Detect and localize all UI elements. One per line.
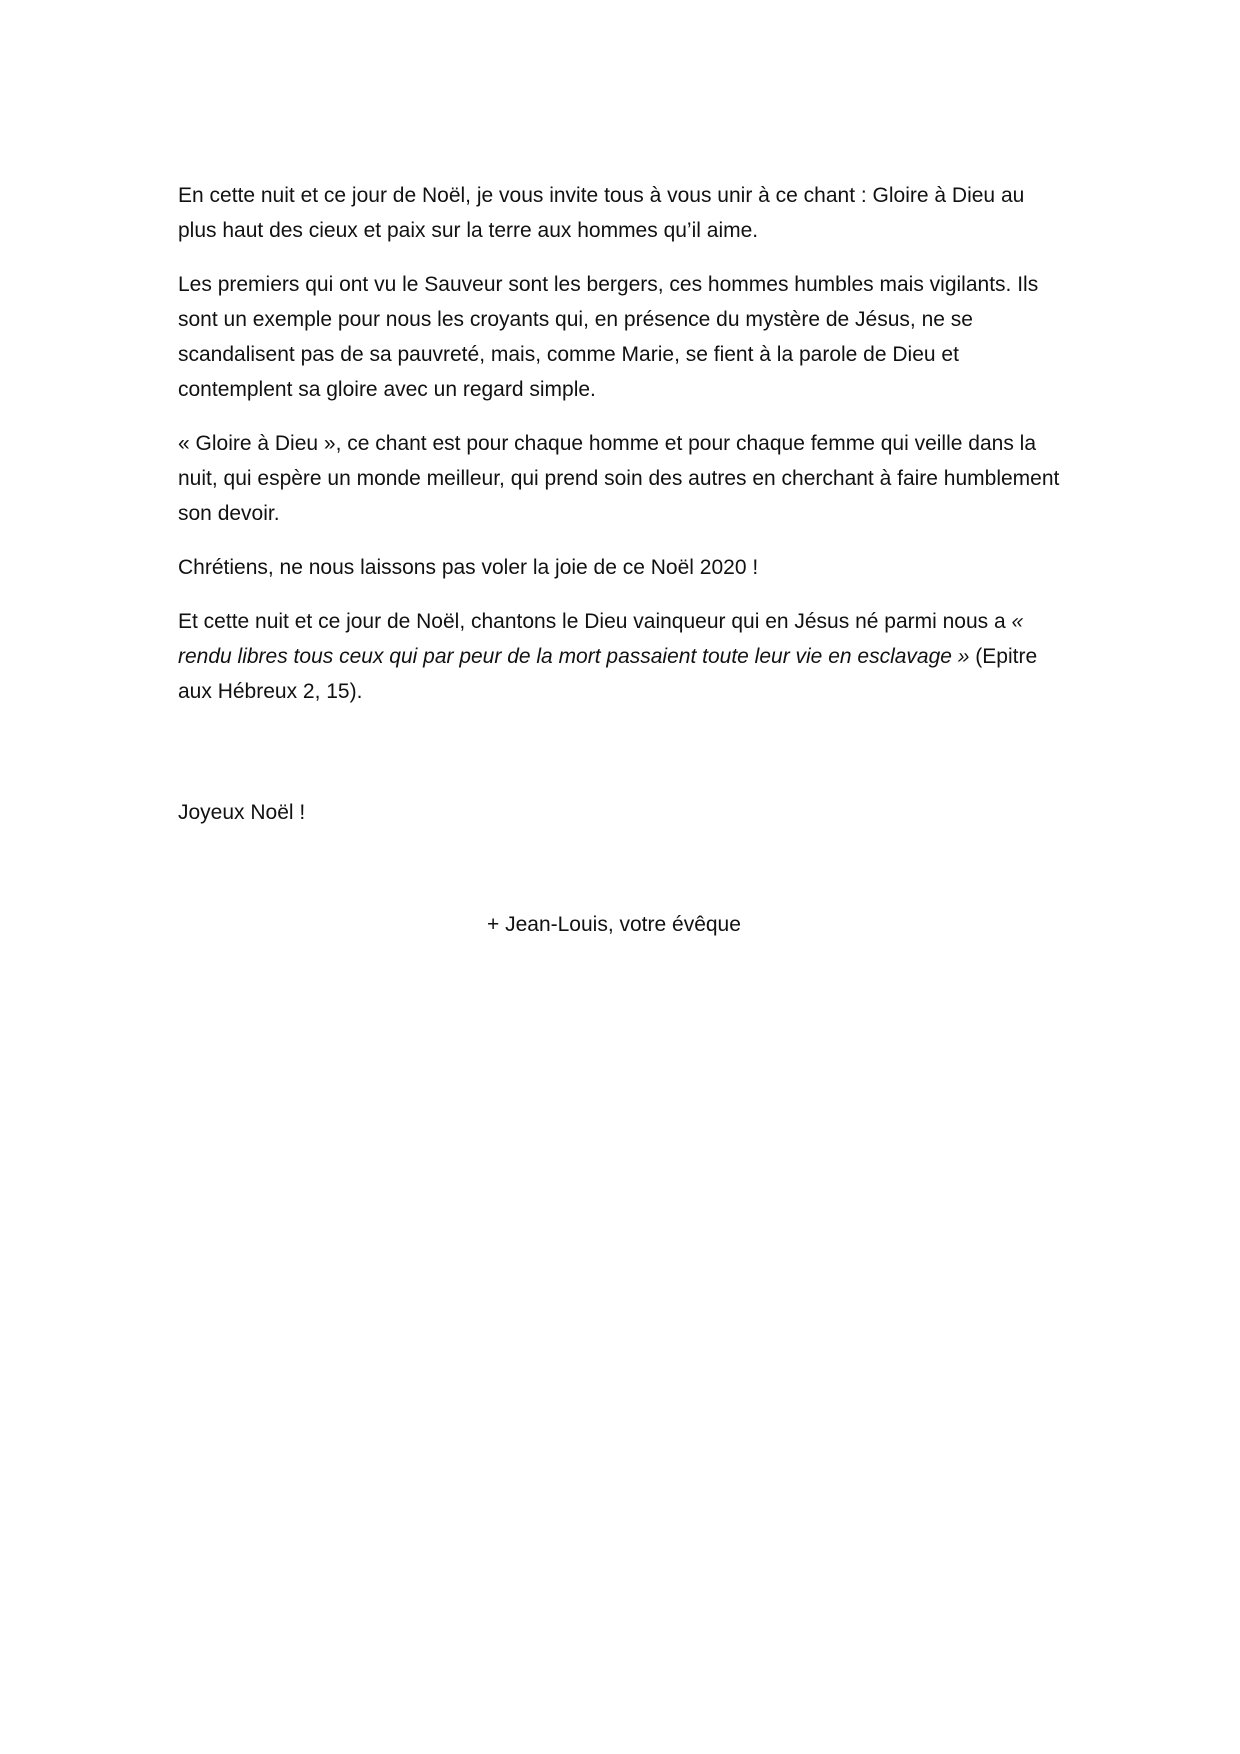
letter-body [178,178,1068,728]
paragraph-shepherds: Les premiers qui ont vu le Sauveur sont les bergers, ces hommes humbles mais vigilants. Ils sont un exemple pour nous les croyants qui, en présence du mystère de Jésus, ne se scandalisent pas de sa pauvreté, mais, comme Marie, se fient à la parole de Dieu et contemplent sa gloire avec un regard simple. [178,273,1039,401]
paragraph-gloria: « Gloire à Dieu », ce chant est pour chaque homme et pour chaque femme qui veille dans la nuit, qui espère un monde meilleur, qui prend soin des autres en cherchant à faire humblement son devoir. [178,432,1060,525]
closing-greeting: Joyeux Noël ! [178,801,306,824]
final-lead-text: Et cette nuit et ce jour de Noël, chantons le Dieu vainqueur qui en Jésus né parmi nous a [178,610,1012,633]
paragraph-invitation: En cette nuit et ce jour de Noël, je vous invite tous à vous unir à ce chant : Gloire à Dieu au plus haut des cieux et paix sur la terre aux hommes qu’il aime. [178,184,1025,242]
scripture-quote: « rendu libres tous ceux qui par peur de la mort passaient toute leur vie en esclavage » [178,610,1024,668]
paragraph-christians: Chrétiens, ne nous laissons pas voler la joie de ce Noël 2020 ! [178,556,759,579]
scripture-reference: (Epitre aux Hébreux 2, 15). [178,645,1038,703]
paragraph-final [178,604,1068,709]
signature: + Jean-Louis, votre évêque [487,913,741,936]
